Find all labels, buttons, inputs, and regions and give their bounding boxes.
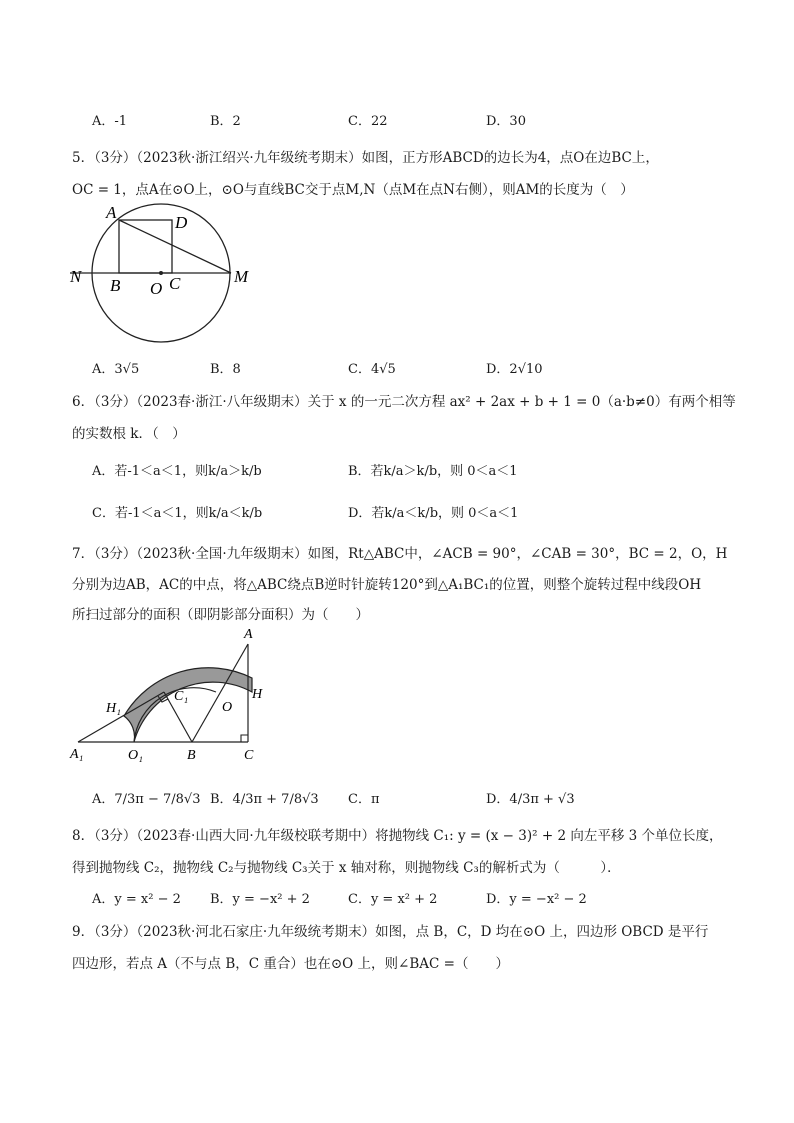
q5-figure [68,198,268,348]
q9-stem-line2: 四边形，若点 A（不与点 B，C 重合）也在⊙O 上，则∠BAC =（ ） [72,956,509,972]
q5-label-n: N [70,267,82,286]
q7-label-o1: O₁ [128,748,143,763]
q4-option-a: A．-1 [92,114,128,129]
q5-stem-line2: OC = 1，点A在⊙O上，⊙O与直线BC交于点M,N（点M在点N右侧），则AM的长度为（ ） [72,182,634,198]
q7-label-a: A [244,627,253,642]
q7-figure [66,626,276,766]
q7-label-c1: C₁ [174,689,189,704]
q5-label-o: O [150,279,163,298]
q7-option-c: C．π [348,792,380,807]
q8-option-a: A．y = x² − 2 [92,892,181,907]
q6-option-b: B．若k/a＞k/b，则 0＜a＜1 [348,464,518,479]
q7-stem-line3: 所扫过部分的面积（即阴影部分面积）为（ ） [72,607,369,623]
q5-option-a: A．3√5 [92,362,140,377]
q7-side-a1c1 [78,692,164,742]
q5-label-d: D [175,213,188,232]
q4-option-b: B．2 [210,114,241,129]
q6-option-c: C．若-1＜a＜1，则k/a＜k/b [92,506,263,521]
q6-stem-line2: 的实数根 k．（ ） [72,426,186,442]
q7-stem-line1: 7．（3分）（2023秋·全国·九年级期末）如图，Rt△ABC中，∠ACB = 90°，∠CAB = 30°，BC = 2，O，H [72,546,728,562]
q7-label-b: B [187,748,196,763]
q5-stem-line1: 5．（3分）（2023秋·浙江绍兴·九年级统考期末）如图，正方形ABCD的边长为4，点O在边BC上， [72,150,659,166]
q4-option-d: D．30 [486,114,526,129]
q6-option-a: A．若-1＜a＜1，则k/a＞k/b [92,464,262,479]
q8-option-b: B．y = −x² + 2 [210,892,310,907]
q7-right-angle-c [241,735,248,742]
q7-side-ab [192,644,248,742]
q5-option-c: C．4√5 [348,362,396,377]
q5-label-m: M [234,267,249,286]
q5-center-dot [159,271,163,275]
q5-label-c: C [169,274,181,293]
q7-stem-line2: 分别为边AB，AC的中点，将△ABC绕点B逆时针旋转120°到△A₁BC₁的位置，则整个旋转过程中线段OH [72,577,702,593]
q8-stem-line2: 得到抛物线 C₂，抛物线 C₂与抛物线 C₃关于 x 轴对称，则抛物线 C₃的解析式为（ ）． [72,860,621,876]
q5-label-a: A [106,203,117,222]
q7-label-a1: A₁ [70,747,84,762]
q7-label-o: O [222,700,233,715]
q7-option-b: B．4/3π + 7/8√3 [210,792,319,807]
q6-stem-line1: 6．（3分）（2023春·浙江·八年级期末）关于 x 的一元二次方程 ax² + 2ax + b + 1 = 0（a·b≠0）有两个相等 [72,394,736,410]
q7-option-a: A．7/3π − 7/8√3 [92,792,201,807]
q7-label-h: H [252,687,263,702]
q5-square-abcd [119,220,172,273]
q9-stem-line1: 9．（3分）（2023秋·河北石家庄·九年级统考期末）如图，点 B，C，D 均在⊙O 上，四边形 OBCD 是平行 [72,924,709,940]
q5-option-d: D．2√10 [486,362,543,377]
q5-option-b: B．8 [210,362,241,377]
q7-label-c: C [244,748,254,763]
q8-option-d: D．y = −x² − 2 [486,892,587,907]
q5-label-b: B [110,276,121,295]
q7-label-h1: H₁ [106,701,121,716]
q6-option-d: D．若k/a＜k/b，则 0＜a＜1 [348,506,519,521]
q8-option-c: C．y = x² + 2 [348,892,438,907]
q7-option-d: D．4/3π + √3 [486,792,575,807]
q7-shaded-region [124,668,252,742]
q8-stem-line1: 8．（3分）（2023春·山西大同·九年级校联考期中）将抛物线 C₁: y = (x − 3)² + 2 向左平移 3 个单位长度， [72,828,723,844]
q4-option-c: C．22 [348,114,388,129]
